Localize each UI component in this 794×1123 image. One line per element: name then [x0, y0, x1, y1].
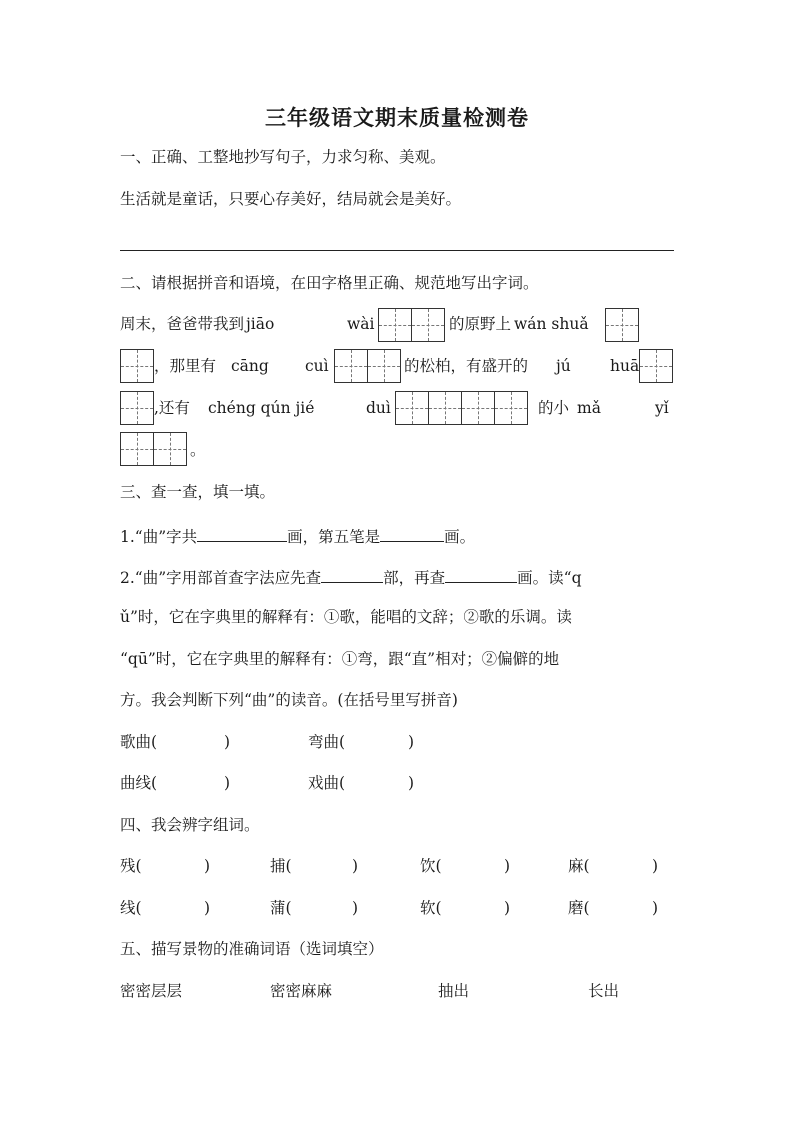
close-paren: ) [652, 899, 659, 917]
pinyin-label: jú [556, 357, 571, 375]
close-paren: ) [408, 733, 415, 751]
tianzige-cell[interactable] [368, 349, 401, 383]
question-2-text: 部，再查 [383, 569, 446, 587]
answer-blank[interactable] [321, 568, 383, 583]
page-title: 三年级语文期末质量检测卷 [265, 106, 529, 130]
tianzige-cell[interactable] [120, 391, 154, 425]
tianzige-cell[interactable] [334, 349, 368, 383]
question-2-line: “qū”时，它在字典里的解释有：①弯，跟“直”相对；②偏僻的地 [120, 650, 560, 668]
close-paren: ) [352, 899, 359, 917]
char-prompt: 线( [120, 899, 142, 917]
passage-text: 的小 [538, 399, 570, 417]
passage-text: 。 [190, 441, 206, 459]
close-paren: ) [408, 774, 415, 792]
passage-text: 的松柏，有盛开的 [404, 357, 529, 375]
tianzige-group [395, 391, 528, 425]
char-prompt: 蒲( [270, 899, 292, 917]
passage-text: ,还有 [154, 399, 190, 417]
word-prompt: 戏曲( [308, 774, 346, 792]
tianzige-group [334, 349, 401, 383]
char-prompt: 磨( [568, 899, 590, 917]
section-3-heading: 三、查一查，填一填。 [120, 483, 276, 501]
pinyin-label: cuì [305, 357, 329, 375]
answer-blank[interactable] [197, 527, 287, 542]
tianzige-group [120, 432, 187, 466]
tianzige-cell[interactable] [605, 308, 639, 342]
word-option: 密密层层 [120, 982, 183, 1000]
pinyin-label: wán shuǎ [514, 315, 589, 333]
word-prompt: 曲线( [120, 774, 158, 792]
char-prompt: 残( [120, 857, 142, 875]
tianzige-cell[interactable] [495, 391, 528, 425]
word-prompt: 弯曲( [308, 733, 346, 751]
question-2-text: 2.“曲”字用部首查字法应先查 [120, 569, 322, 587]
passage-text: 周末，爸爸带我到 [120, 315, 245, 333]
char-prompt: 捕( [270, 857, 292, 875]
pinyin-label: chéng qún jié [208, 399, 315, 417]
tianzige-group [120, 349, 154, 383]
word-option: 密密麻麻 [270, 982, 333, 1000]
question-2-line: ǔ”时，它在字典里的解释有：①歌，能唱的文辞；②歌的乐调。读 [120, 608, 572, 626]
tianzige-cell[interactable] [378, 308, 412, 342]
answer-blank[interactable] [380, 527, 444, 542]
char-prompt: 饮( [420, 857, 442, 875]
passage-text: 的原野上 [449, 315, 512, 333]
tianzige-group [378, 308, 445, 342]
copy-sentence: 生活就是童话，只要心存美好，结局就会是美好。 [120, 190, 462, 208]
pinyin-label: mǎ [577, 399, 601, 417]
word-option: 抽出 [438, 982, 470, 1000]
close-paren: ) [224, 733, 231, 751]
tianzige-cell[interactable] [462, 391, 495, 425]
question-2-line: 方。我会判断下列“曲”的读音。(在括号里写拼音) [120, 691, 458, 709]
close-paren: ) [224, 774, 231, 792]
section-2-heading: 二、请根据拼音和语境，在田字格里正确、规范地写出字词。 [120, 274, 539, 292]
close-paren: ) [652, 857, 659, 875]
question-1-text: 画，第五笔是 [287, 528, 381, 546]
tianzige-group [639, 349, 673, 383]
pinyin-label: jiāo [246, 315, 275, 333]
question-1-text: 画。 [444, 528, 476, 546]
tianzige-group [120, 391, 154, 425]
section-1-heading: 一、正确、工整地抄写句子，力求匀称、美观。 [120, 148, 446, 166]
question-1-text: 1.“曲”字共 [120, 528, 198, 546]
tianzige-group [605, 308, 639, 342]
copy-answer-line[interactable] [120, 250, 674, 251]
tianzige-cell[interactable] [120, 432, 154, 466]
close-paren: ) [204, 899, 211, 917]
close-paren: ) [504, 857, 511, 875]
char-prompt: 麻( [568, 857, 590, 875]
tianzige-cell[interactable] [639, 349, 673, 383]
close-paren: ) [504, 899, 511, 917]
question-2-text: 画。读“q [517, 569, 582, 587]
close-paren: ) [352, 857, 359, 875]
answer-blank[interactable] [445, 568, 517, 583]
close-paren: ) [204, 857, 211, 875]
tianzige-cell[interactable] [412, 308, 445, 342]
tianzige-cell[interactable] [154, 432, 187, 466]
passage-text: ，那里有 [154, 357, 217, 375]
pinyin-label: huā [610, 357, 640, 375]
question-1 [120, 527, 475, 546]
char-prompt: 软( [420, 899, 442, 917]
section-4-heading: 四、我会辨字组词。 [120, 816, 260, 834]
question-2 [120, 568, 582, 587]
tianzige-cell[interactable] [429, 391, 462, 425]
pinyin-label: wài [347, 315, 375, 333]
pinyin-label: yǐ [655, 399, 669, 417]
tianzige-cell[interactable] [120, 349, 154, 383]
word-option: 长出 [588, 982, 620, 1000]
pinyin-label: duì [366, 399, 391, 417]
section-5-heading: 五、描写景物的准确词语（选词填空） [120, 940, 384, 958]
pinyin-label: cāng [231, 357, 269, 375]
tianzige-cell[interactable] [395, 391, 429, 425]
word-prompt: 歌曲( [120, 733, 158, 751]
